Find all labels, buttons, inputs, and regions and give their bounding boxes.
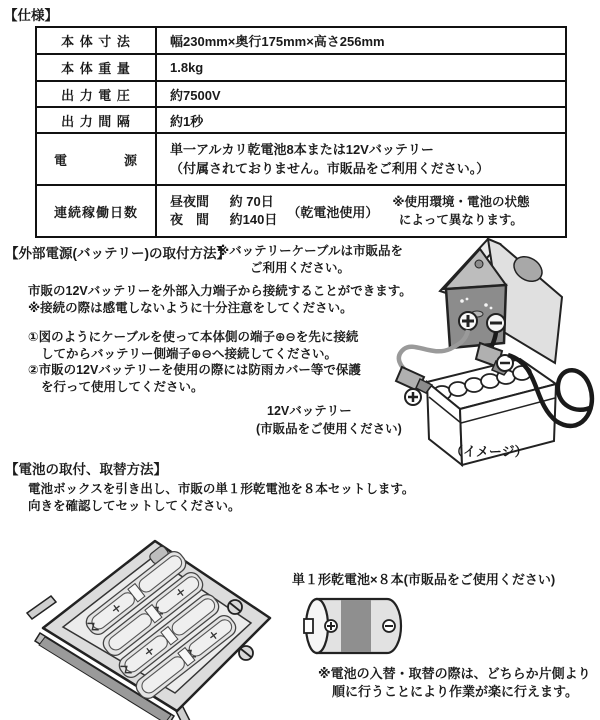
spec-value: 1.8kg [156,54,566,81]
spec-label: 本 体 寸 法 [36,27,156,54]
clamp-plus-icon [405,389,421,405]
cell-label: 単１形乾電池×８本(市販品をご使用ください) [292,572,556,587]
battery-install-para1: 電池ボックスを引き出し、市販の単１形乾電池を８本セットします。 [28,482,415,496]
table-row [36,133,566,185]
cell-positive-nub [304,619,313,633]
spec-value: 幅230mm×奥行175mm×高さ256mm [156,27,566,54]
plus-terminal-icon [459,312,477,330]
power-source-line1: 単一アルカリ乾電池8本または12Vバッテリー [170,142,434,157]
image-caption: （イメージ） [450,444,528,459]
power-source-line2: （付属されておりません。市販品をご利用ください。） [170,161,490,176]
spec-value [156,133,566,185]
runtime-cell [170,193,561,229]
runtime-days [170,193,277,229]
step2-line1: ②市販の12Vバッテリーを使用の際には防雨カバー等で保護 [28,363,361,377]
runtime-period-2: 夜 間 [170,212,210,227]
spec-label: 連続稼働日数 [36,185,156,237]
table-row [36,185,566,237]
screw-icon [239,646,253,660]
step1-line2: してからバッテリー側端子⊕⊖へ接続してください。 [41,347,337,361]
spec-label: 出 力 電 圧 [36,81,156,107]
spec-label: 出 力 間 隔 [36,107,156,133]
battery-tray-illustration [25,533,310,720]
panel-speck [484,303,488,307]
spec-value: 約1秒 [156,107,566,133]
battery-install-para2: 向きを確認してセットしてください。 [28,499,241,513]
panel-speck [460,299,464,303]
table-row [36,54,566,81]
step2-line2: を行って使用してください。 [41,380,204,394]
spec-label: 電 源 [36,133,156,185]
panel-speck [466,298,469,301]
table-row [36,107,566,133]
runtime-days-2: 約140日 [229,212,278,227]
battery-install-heading: 【電池の取付、取替方法】 [5,462,167,477]
runtime-note: ※使用環境・電池の状態 によって異なります。 [392,195,530,227]
spec-table [35,26,567,238]
external-power-para1: 市販の12Vバッテリーを外部入力端子から接続することができます。 [28,284,412,298]
tray-rail [27,596,56,619]
spec-value: 約7500V [156,81,566,107]
runtime-days-1: 約 70日 [229,194,274,209]
minus-terminal-icon [383,620,395,632]
battery-swap-note-line1: ※電池の入替・取替の際は、どちらか片側より [318,666,591,681]
battery-swap-note-line2: 順に行うことにより作業が楽に行えます。 [332,684,578,699]
table-row [36,27,566,54]
gable-hole [475,260,483,268]
step1-line1: ①図のようにケーブルを使って本体側の端子⊕⊖を先に接続 [28,330,359,344]
external-power-heading: 【外部電源(バッテリー)の取付方法】 [5,246,230,261]
minus-terminal-icon [487,314,505,332]
external-power-para2: ※接続の際は感電しないように十分注意をしてください。 [28,301,353,315]
d-cell-battery-illustration [303,593,415,659]
cell-band [341,600,371,652]
plus-terminal-icon [325,620,337,632]
runtime-period-1: 昼夜間 [170,194,210,209]
table-row [36,81,566,107]
spec-value [156,185,566,237]
cable-note-line1: ※バッテリーケーブルは市販品を [217,244,404,258]
spec-label: 本 体 重 量 [36,54,156,81]
cable-note-line2: ご利用ください。 [250,261,351,275]
battery-label-line2: (市販品をご使用ください) [256,422,402,436]
battery-label-line1: 12Vバッテリー [267,404,352,418]
runtime-condition: （乾電池使用） [287,204,379,220]
spec-section-heading: 【仕様】 [4,8,58,23]
screw-icon [228,600,242,614]
panel-speck [490,307,493,310]
